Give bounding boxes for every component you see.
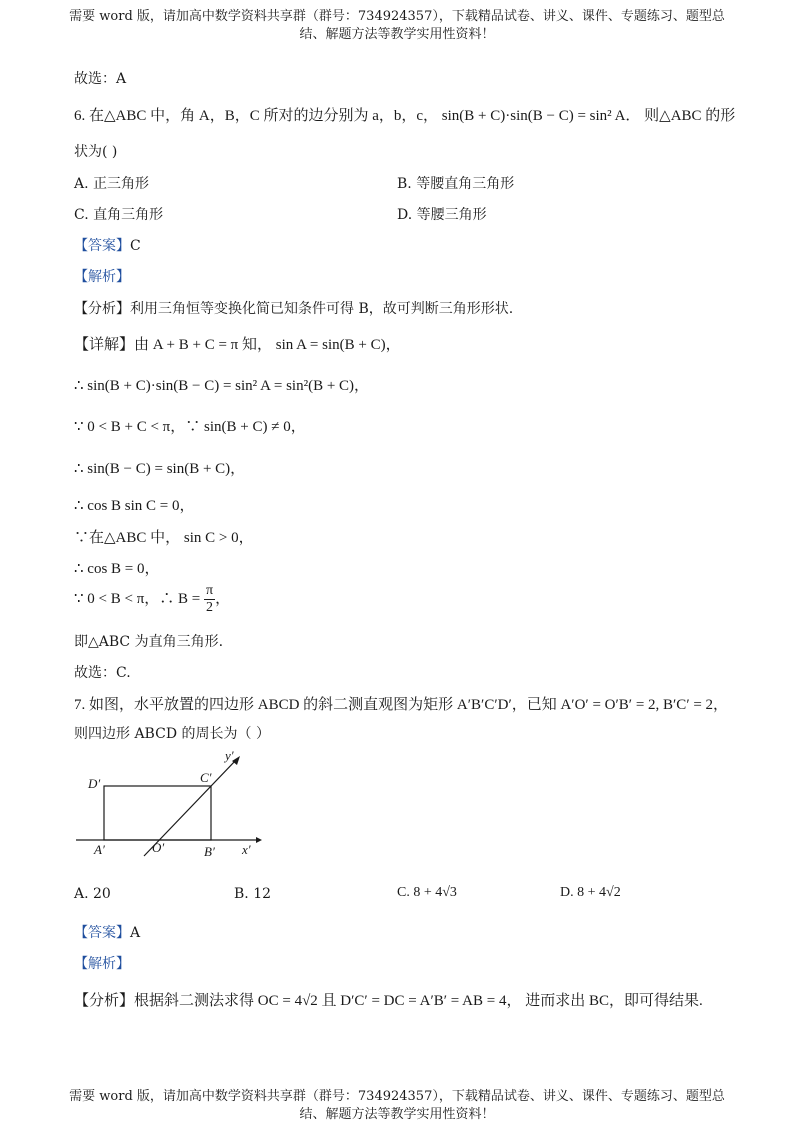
q7-answer-tag: 【答案】	[74, 925, 130, 941]
q6-conclusion: 即△ABC 为直角三角形.	[74, 634, 224, 650]
top-banner-line1: 需要 word 版，请加高中数学资料共享群（群号：734924357），下载精品试卷、讲义、课件、专题练习、题型总	[69, 9, 725, 24]
bottom-banner	[40, 1088, 754, 1124]
q7-option-c: C. 8 + 4√3	[397, 885, 457, 900]
fraction-denominator: 2	[206, 600, 214, 615]
q6-final: 故选：C.	[74, 665, 131, 681]
q6-step-7	[74, 583, 230, 616]
label-c: C′	[200, 770, 212, 785]
top-banner-line2: 结、解题方法等教学实用性资料！	[299, 27, 495, 42]
q6-analysis-tag: 【解析】	[74, 269, 130, 285]
q6-step-7-suffix: ，	[215, 590, 231, 607]
q7-option-b: B. 12	[234, 886, 272, 902]
q7-stem-line1: 7. 如图，水平放置的四边形 ABCD 的斜二测直观图为矩形 A′B′C′D′，已知 A′O′ = O′B′ = 2, B′C′ = 2，	[74, 697, 729, 713]
q7-option-a: A. 20	[74, 886, 111, 902]
q6-option-a: A. 正三角形	[74, 176, 150, 192]
q6-step-1: ∴ sin(B + C)·sin(B − C) = sin² A = sin²(B + C)，	[74, 378, 370, 394]
q7-fenxi-text: 根据斜二测法求得 OC = 4√2 且 D′C′ = DC = A′B′ = AB = 4， 进而求出 BC，即可得结果.	[134, 993, 703, 1009]
oblique-projection-figure	[70, 748, 270, 860]
top-banner	[40, 8, 754, 44]
q6-option-d: D. 等腰三角形	[397, 207, 487, 223]
q6-answer	[74, 235, 141, 255]
q7-stem-line2: 则四边形 ABCD 的周长为（ ）	[74, 726, 270, 742]
q6-step-5: ∵在△ABC 中， sin C > 0，	[74, 530, 254, 546]
label-b: B′	[204, 844, 215, 859]
q6-detail-text: 由 A + B + C = π 知， sin A = sin(B + C)，	[134, 337, 401, 353]
q6-fenxi	[74, 298, 513, 318]
q7-answer-value: A	[130, 925, 141, 941]
q6-step-3: ∴ sin(B − C) = sin(B + C)，	[74, 461, 246, 477]
q7-fenxi-tag: 【分析】	[74, 993, 135, 1009]
q6-fenxi-tag: 【分析】	[74, 301, 130, 317]
prev-answer: 故选：A	[74, 71, 127, 87]
q6-step-7-prefix: ∵ 0 < B < π，∴ B =	[74, 590, 201, 607]
x-axis-arrow	[256, 837, 262, 843]
label-d: D′	[88, 776, 101, 791]
q6-step-2: ∵ 0 < B + C < π，∵ sin(B + C) ≠ 0，	[74, 419, 306, 435]
label-y: y′	[225, 748, 234, 763]
label-o: O′	[152, 840, 165, 855]
q6-option-c: C. 直角三角形	[74, 207, 164, 223]
rectangle-abcd	[104, 786, 211, 840]
q6-stem-line2: 状为( )	[74, 144, 118, 160]
q6-step-6: ∴ cos B = 0，	[74, 561, 160, 577]
label-x: x′	[242, 842, 251, 857]
q7-answer	[74, 922, 140, 942]
q6-answer-tag: 【答案】	[74, 238, 130, 254]
pi-over-two-fraction	[204, 583, 215, 616]
q6-fenxi-text: 利用三角恒等变换化简已知条件可得 B，故可判断三角形形状.	[130, 301, 514, 317]
bottom-banner-line1: 需要 word 版，请加高中数学资料共享群（群号：734924357），下载精品试卷、讲义、课件、专题练习、题型总	[69, 1089, 725, 1104]
q6-option-b: B. 等腰直角三角形	[397, 176, 515, 192]
q6-step-4: ∴ cos B sin C = 0，	[74, 498, 195, 514]
q6-detail-tag: 【详解】	[74, 337, 135, 353]
q6-detail	[74, 333, 401, 354]
label-a: A′	[94, 842, 105, 857]
fraction-numerator: π	[206, 583, 214, 598]
q7-fenxi	[74, 989, 703, 1010]
q7-option-d: D. 8 + 4√2	[560, 885, 621, 900]
bottom-banner-line2: 结、解题方法等教学实用性资料！	[299, 1107, 495, 1122]
q6-answer-value: C	[130, 238, 141, 254]
q6-stem-line1: 6. 在△ABC 中，角 A，B，C 所对的边分别为 a，b，c， sin(B + C)·sin(B − C) = sin² A． 则△ABC 的形	[74, 108, 736, 124]
q7-analysis-tag: 【解析】	[74, 956, 130, 972]
